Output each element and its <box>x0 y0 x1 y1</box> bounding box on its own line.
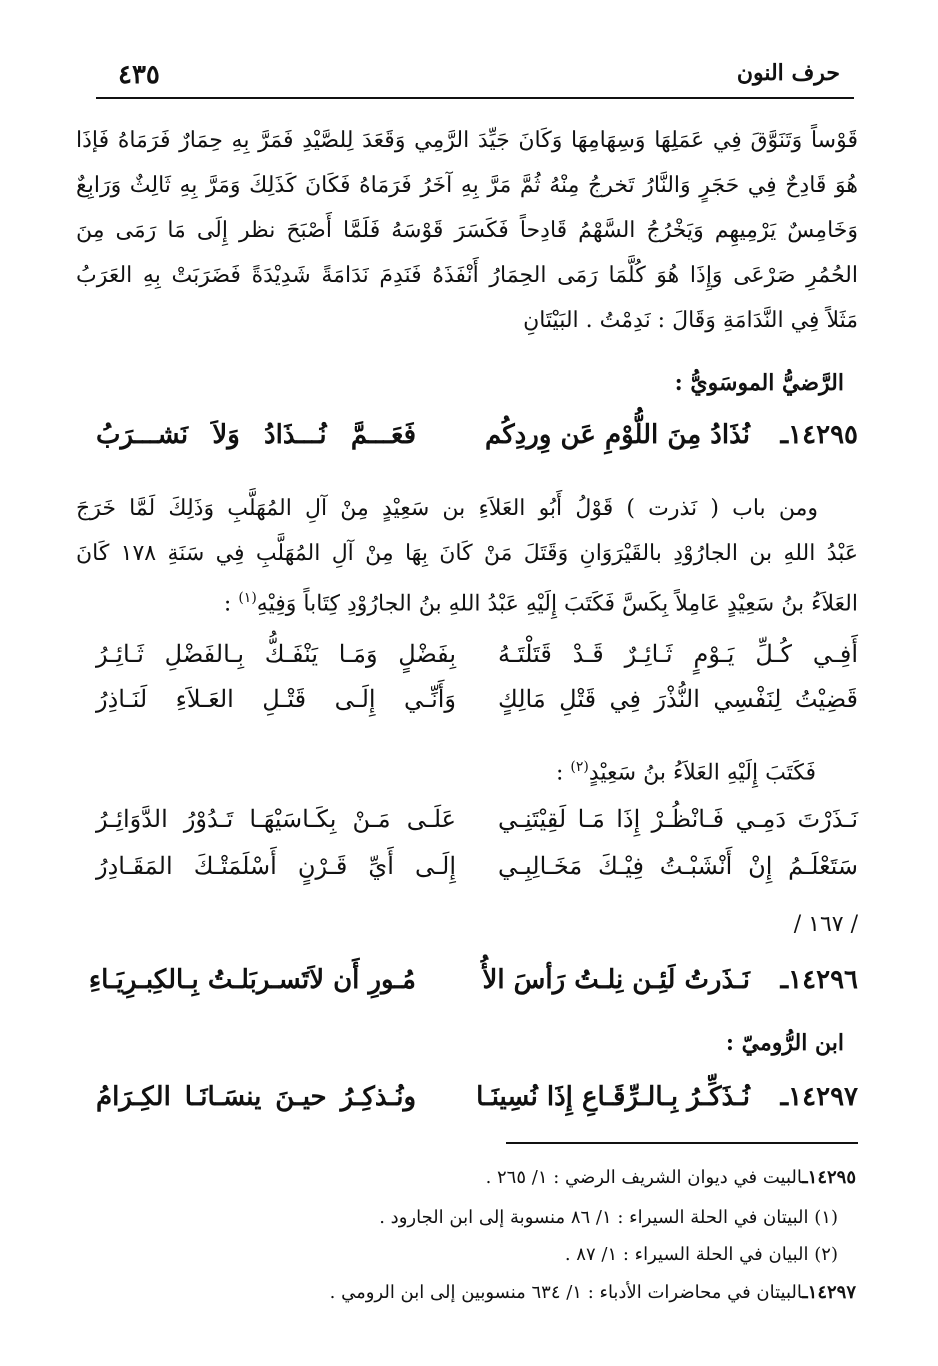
verse-14297 <box>78 1082 858 1128</box>
poet-name: الرَّضيُّ الموسَويُّ : <box>674 370 844 396</box>
verse-second-hemistich: فَعَـــمَّ نُـــذَادُ وَلاَ نَشـــرَبُ <box>96 420 416 450</box>
verse-first-hemistich: سَتَعْلَـمُ إِنْ أَنْشَبْـتُ فِيْـكَ مَخَـالِبِـي <box>498 852 858 880</box>
text-line: العَلاَءُ بنُ سَعِيْدٍ عَامِلاً بِكَسَّ فَكَتَبَ إِلَيْهِ عَبْدُ اللهِ بنُ الجارُوْدِ كِتَاباً وَفِيْهِ$^{(١)}$ : <box>223 590 858 617</box>
verse-first-hemistich: نُذَادُ مِنَ اللُّوْمِ عَن وِردِكُم <box>485 420 750 450</box>
footnote-ref: (٢) <box>570 759 589 775</box>
verse-number: ١٤٢٩٥ـ <box>780 420 858 450</box>
footnote <box>565 1240 838 1270</box>
footnote-text: البيتان في الحلة السيراء : ١/ ٨٦ منسوبة إلى ابن الجارود . <box>379 1207 809 1228</box>
footnote-label: (١) <box>814 1207 838 1228</box>
couplet-b-line-1 <box>78 805 858 851</box>
verse-second-hemistich: عَلَـى مَـنْ بِكَـاسَيْهَـا تَـدُوْرُ الدَّوَائِـرُ <box>96 805 456 833</box>
footnote <box>486 1163 856 1193</box>
text-line: الحُمُرِ صَرْعَى وَإِذَا هُوَ كُلَّمَا رَمَى الحِمَارُ أَنْفَذَهُ فَنَدِمَ نَدَامَةً شَدِيْدَةً فَضَرَبَتْ بِهِ العَرَبُ <box>76 263 858 288</box>
verse-first-hemistich: نُـذَكِّـرُ بِـالـرِّقَـاعِ إِذَا نُسِينَـا <box>476 1082 750 1112</box>
text-line: ومن باب ( نَذرت ) قَوْلُ أَبُو العَلاَءِ بن سَعِيْدٍ مِنْ آلِ المُهَلَّبِ وَذَلِكَ لَمَّا خَرَجَ <box>76 496 818 521</box>
verse-number: ١٤٢٩٦ـ <box>780 965 858 995</box>
footnote-label: (٢) <box>814 1244 838 1265</box>
text-line: وَخَامِسٌ يَرْمِيهِم وَيَخْرُجُ السَّهْمُ قَادِحاً فَكَسَرَ قَوْسَهُ فَلَمَّا أَصْبَحَ نظر إِلَى مَا رَمَى مِنَ <box>76 218 858 243</box>
page-reference: / ١٦٧ / <box>793 912 858 937</box>
couplet-a-line-1 <box>78 640 858 686</box>
text-line: عَبْدُ اللهِ بن الجارُوْدِ بالقَيْرَوَانِ وَقَتَلَ مَنْ كَانَ بِهَا مِنْ آلِ المُهَلَّبِ فِي سَنَةِ ١٧٨ كَانَ <box>76 541 858 566</box>
header-rule <box>96 97 854 99</box>
footnote-ref: (١) <box>238 590 257 606</box>
verse-first-hemistich: نَـذَرْتَ دَمِـي فَـانْظُـرْ إِذَا مَـا لَقِيْتَنِـي <box>498 805 858 833</box>
footnote-label: ١٤٢٩٧ـ <box>802 1282 856 1303</box>
verse-14296 <box>78 965 858 1011</box>
text-line: مَثَلاً فِي النَّدَامَةِ وَقَالَ : نَدِمْتُ . البَيْتَانِ <box>523 308 858 333</box>
verse-second-hemistich: مُـورِ أَن لاَتَسـربَلـتُ بِـالكِبـرِيَـاءِ <box>88 965 416 995</box>
verse-second-hemistich: وَأَنِّـي إِلَـى قَتْـلِ العَـلاَءِ لَنَـاذِرُ <box>96 685 456 713</box>
intro-paragraph <box>76 118 858 343</box>
text-line: قَوْساً وَتَنَوَّقَ فِي عَمَلِهَا وَسِهَامِهَا وَكَانَ جَيِّدَ الرَّمِي وَقَعَدَ لِلصَّيْدِ فَمَرَّ بِهِ حِمَارٌ فَرَمَاهُ فَإذَا <box>76 128 858 153</box>
footnote-text: البيان في الحلة السيراء : ١/ ٨٧ . <box>564 1244 809 1265</box>
footnote <box>379 1203 838 1233</box>
poet-name: ابن الرُّوميّ : <box>725 1030 844 1056</box>
verse-number: ١٤٢٩٧ـ <box>780 1082 858 1112</box>
verse-first-hemistich: قَضِيْتُ لِنَفْسِي النُّذْرَ فِي قَتْلِ مَالِكٍ <box>498 685 858 713</box>
footnote-text: البيت في ديوان الشريف الرضي : ١/ ٢٦٥ . <box>485 1167 803 1188</box>
verse-14295 <box>78 420 858 466</box>
verse-second-hemistich: إِلَـى أَيِّ قَـرْنٍ أَسْلَمَتْـكَ المَقَـادِرُ <box>96 852 456 880</box>
reply-intro: فَكَتَبَ إِلَيْهِ العَلاَءُ بنُ سَعِيْدٍ$^{(٢)}$ : <box>555 759 816 786</box>
running-head-section-title: حرف النون <box>736 60 840 86</box>
verse-second-hemistich: بِفَضْلٍ وَمَـا يَنْفَـكُّ بِـالفَضْلِ ثَـائِـرُ <box>96 640 456 668</box>
footnote-rule <box>506 1142 858 1144</box>
footnote-label: ١٤٢٩٥ـ <box>802 1167 856 1188</box>
verse-first-hemistich: نَـذَرتُ لَئِـن نِلـتُ رَأسَ الأُ <box>482 965 750 995</box>
nadhart-paragraph <box>76 486 858 626</box>
verse-first-hemistich: أَفِـي كُـلِّ يَـوْمٍ ثَـائِـرٌ قَـدْ قَتَلْتَـهُ <box>498 640 858 668</box>
page-number: ٤٣٥ <box>118 60 160 90</box>
couplet-b-line-2 <box>78 852 858 898</box>
verse-second-hemistich: ونُـذكِـرُ حيـنَ ينسَـانَـا الكِـرَامُ <box>96 1082 416 1112</box>
footnote-text: البيتان في محاضرات الأدباء : ١/ ٦٣٤ منسوبين إلى ابن الرومي . <box>329 1282 803 1303</box>
couplet-a-line-2 <box>78 685 858 731</box>
text-line: هُوَ قَادِحٌ فِي حَجَرٍ وَالنَّارُ تَخرجُ مِنْهُ ثُمَّ مَرَّ بِهِ آخَرُ فَرَمَاهُ فَكَانَ كَذَلِكَ وَمَرَّ بِهِ ثَالِثٌ وَرَابِعٌ <box>76 173 858 198</box>
footnote <box>330 1278 856 1308</box>
